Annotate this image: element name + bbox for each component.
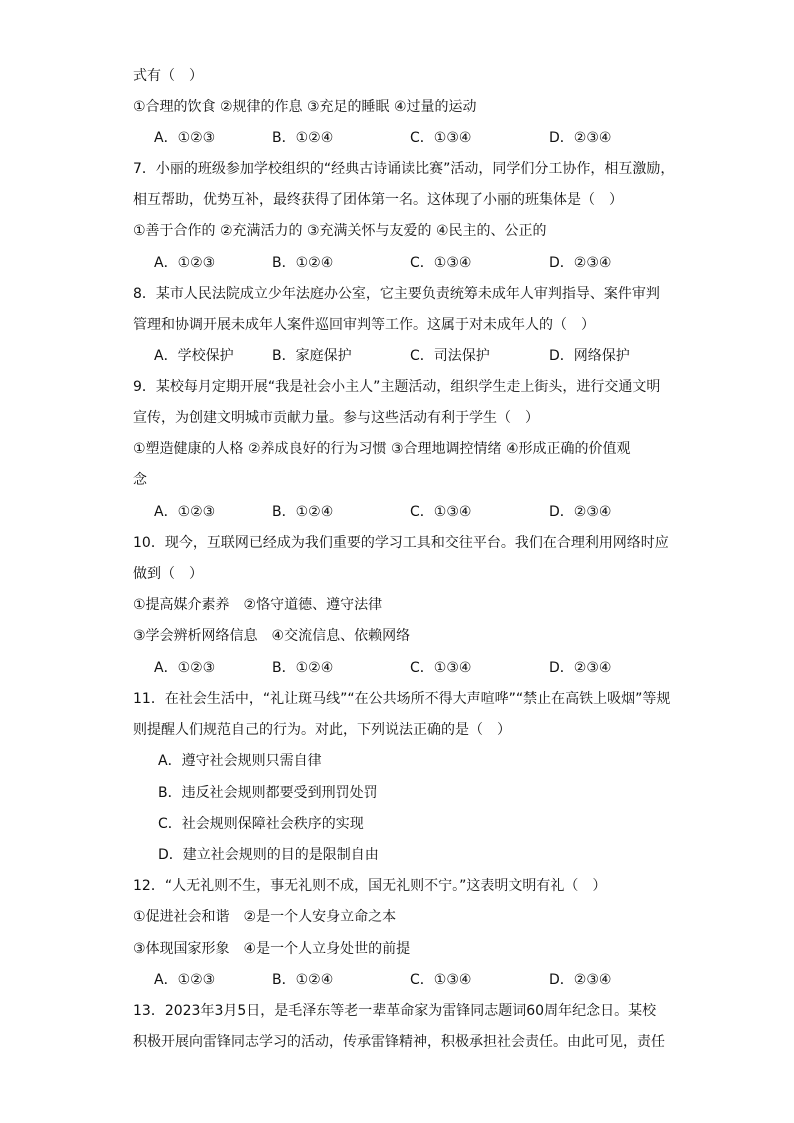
- q12-items-1: ①促进社会和谐 ②是一个人安身立命之本: [133, 909, 397, 925]
- q12-option-b[interactable]: B．①②④: [272, 972, 334, 988]
- q8-options: [154, 347, 674, 365]
- q13-stem-line1: 13．2023年3月5日，是毛泽东等老一辈革命家为雷锋同志题词60周年纪念日。某校: [133, 1003, 657, 1019]
- q9-option-b[interactable]: B．①②④: [272, 504, 334, 520]
- q11-option-d[interactable]: D．建立社会规则的目的是限制自由: [158, 847, 379, 863]
- q10-items-2: ③学会辨析网络信息 ④交流信息、依赖网络: [133, 628, 411, 644]
- q10-items-1: ①提高媒介素养 ②恪守道德、遵守法律: [133, 597, 383, 613]
- q9-option-d[interactable]: D．②③④: [549, 504, 612, 520]
- q7-stem-line1: 7．小丽的班级参加学校组织的“经典古诗诵读比赛”活动，同学们分工协作，相互激励，: [133, 161, 675, 177]
- q10-option-d[interactable]: D．②③④: [549, 660, 612, 676]
- q12-option-c[interactable]: C．①③④: [410, 972, 472, 988]
- q7-stem-line2: 相互帮助，优势互补，最终获得了团体第一名。这体现了小丽的班集体是（ ）: [133, 192, 623, 208]
- q6-stem-end: 式有（ ）: [133, 68, 203, 84]
- q9-options: [154, 503, 674, 521]
- q8-stem-line1: 8．某市人民法院成立少年法庭办公室，它主要负责统筹未成年人审判指导、案件审判: [133, 286, 660, 302]
- q8-option-a[interactable]: A．学校保护: [154, 348, 234, 364]
- q6-options: [154, 129, 674, 147]
- q9-stem-line2: 宣传，为创建文明城市贡献力量。参与这些活动有利于学生（ ）: [133, 410, 539, 426]
- q9-stem-line1: 9．某校每月定期开展“我是社会小主人”主题活动，组织学生走上街头，进行交通文明: [133, 379, 661, 395]
- q7-option-a[interactable]: A．①②③: [154, 255, 216, 271]
- q11-stem-line2: 则提醒人们规范自己的行为。对此，下列说法正确的是（ ）: [133, 722, 511, 738]
- q7-option-b[interactable]: B．①②④: [272, 255, 334, 271]
- q8-stem-line2: 管理和协调开展未成年人案件巡回审判等工作。这属于对未成年人的（ ）: [133, 317, 595, 333]
- q12-stem: 12．“人无礼则不生，事无礼则不成，国无礼则不宁。”这表明文明有礼（ ）: [133, 878, 607, 894]
- q12-options: [154, 971, 674, 989]
- q8-option-b[interactable]: B．家庭保护: [272, 348, 352, 364]
- q9-items: ①塑造健康的人格 ②养成良好的行为习惯 ③合理地调控情绪 ④形成正确的价值观: [133, 441, 631, 457]
- q9-option-c[interactable]: C．①③④: [410, 504, 472, 520]
- q12-option-a[interactable]: A．①②③: [154, 972, 216, 988]
- q10-options: [154, 659, 674, 677]
- q6-option-c[interactable]: C．①③④: [410, 130, 472, 146]
- q9-option-a[interactable]: A．①②③: [154, 504, 216, 520]
- q7-option-c[interactable]: C．①③④: [410, 255, 472, 271]
- q11-option-c[interactable]: C．社会规则保障社会秩序的实现: [158, 816, 364, 832]
- q10-option-c[interactable]: C．①③④: [410, 660, 472, 676]
- q6-option-d[interactable]: D．②③④: [549, 130, 612, 146]
- q11-option-a[interactable]: A．遵守社会规则只需自律: [158, 753, 322, 769]
- q13-stem-line2: 积极开展向雷锋同志学习的活动，传承雷锋精神，积极承担社会责任。由此可见，责任: [133, 1034, 665, 1050]
- q7-items: ①善于合作的 ②充满活力的 ③充满关怀与友爱的 ④民主的、公正的: [133, 223, 547, 239]
- q12-option-d[interactable]: D．②③④: [549, 972, 612, 988]
- q7-option-d[interactable]: D．②③④: [549, 255, 612, 271]
- q7-options: [154, 254, 674, 272]
- q6-option-a[interactable]: A．①②③: [154, 130, 216, 146]
- q8-option-c[interactable]: C．司法保护: [410, 348, 490, 364]
- q10-stem-line2: 做到（ ）: [133, 566, 203, 582]
- q6-option-b[interactable]: B．①②④: [272, 130, 334, 146]
- q9-items-wrap: 念: [133, 472, 147, 488]
- q10-option-a[interactable]: A．①②③: [154, 660, 216, 676]
- q10-option-b[interactable]: B．①②④: [272, 660, 334, 676]
- q10-stem-line1: 10．现今，互联网已经成为我们重要的学习工具和交往平台。我们在合理利用网络时应: [133, 535, 669, 551]
- q12-items-2: ③体现国家形象 ④是一个人立身处世的前提: [133, 941, 411, 957]
- q6-items: ①合理的饮食 ②规律的作息 ③充足的睡眠 ④过量的运动: [133, 99, 477, 115]
- q11-option-b[interactable]: B．违反社会规则都要受到刑罚处罚: [158, 785, 378, 801]
- q8-option-d[interactable]: D．网络保护: [549, 348, 630, 364]
- q11-stem-line1: 11．在社会生活中，“礼让斑马线”“在公共场所不得大声喧哗”“禁止在高铁上吸烟”等规: [133, 691, 671, 707]
